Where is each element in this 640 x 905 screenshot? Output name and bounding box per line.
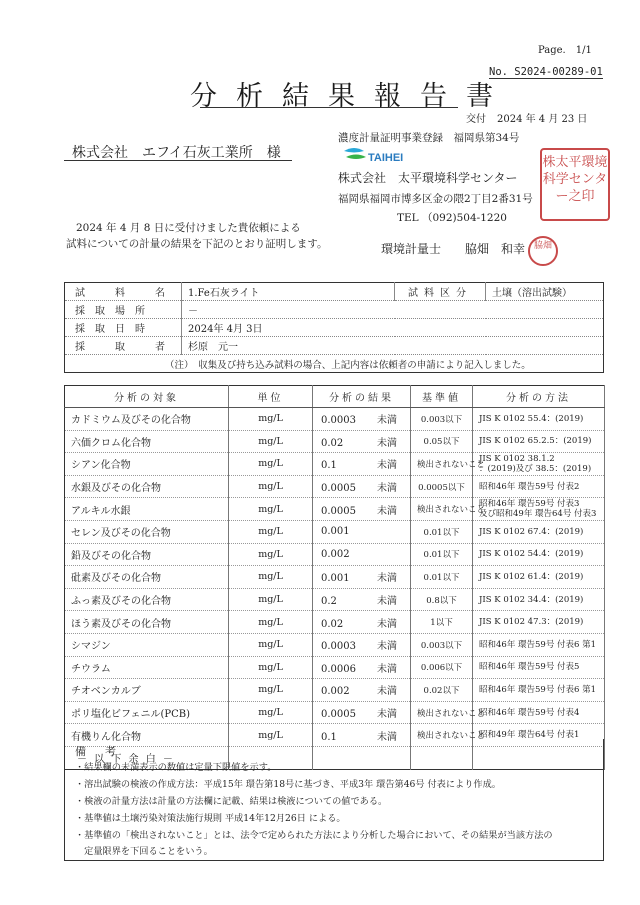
result-method	[473, 656, 605, 679]
result-value-cell	[313, 475, 411, 498]
result-row	[65, 656, 605, 679]
result-value-cell	[313, 408, 411, 431]
result-target: セレン及びその化合物	[65, 520, 229, 543]
result-method-line1: 昭和46年 環告59号 付表2	[479, 481, 580, 492]
result-value: 0.0006	[321, 663, 356, 675]
result-row	[65, 408, 605, 431]
result-row	[65, 453, 605, 476]
result-value: 0.2	[321, 596, 337, 608]
result-standard: 検出されないこと	[411, 498, 473, 521]
measurer-name: 環境計量士 脇畑 和幸	[381, 242, 526, 256]
company-stamp: 株太平環境科学センター之印	[540, 148, 610, 221]
result-method-line1: 昭和46年 環告59号 付表3	[479, 499, 580, 510]
result-method	[473, 588, 605, 611]
end-marker: － 以 下 余 白 －	[65, 746, 229, 769]
header-standard: 基準値	[411, 386, 473, 408]
remark-line: ・基準値の「検出されないこと」とは、法令で定められた方法により分析した場合において、その結果が当該方法の	[75, 830, 553, 841]
result-row	[65, 588, 605, 611]
result-standard: 0.02以下	[411, 679, 473, 702]
result-target: チオベンカルブ	[65, 679, 229, 702]
result-method	[473, 520, 605, 543]
intro-line-1: 2024 年 4 月 8 日に受付けました貴依頼による	[76, 222, 301, 234]
result-method-line1: 昭和46年 環告59号 付表4	[479, 707, 580, 718]
result-method-line1: 昭和46年 環告59号 付表5	[479, 662, 580, 673]
result-target: 鉛及びその化合物	[65, 543, 229, 566]
result-target: アルキル水銀	[65, 498, 229, 521]
result-value: 0.1	[321, 731, 337, 743]
result-unit: mg/L	[229, 498, 313, 521]
result-method-line2: ：(2019)及び 38.5：(2019)	[479, 463, 592, 474]
result-value-cell	[313, 633, 411, 656]
result-value: 0.0005	[321, 505, 356, 517]
issuer-tel: TEL （092)504-1220	[397, 212, 507, 224]
result-unit: mg/L	[229, 679, 313, 702]
result-value: 0.0003	[321, 415, 356, 427]
result-method-line1: 昭和46年 環告59号 付表6 第1	[479, 639, 597, 650]
result-unit: mg/L	[229, 611, 313, 634]
header-result: 分析の結果	[313, 386, 411, 408]
report-number: No. S2024-00289-01	[489, 66, 603, 78]
result-value-cell	[313, 656, 411, 679]
result-flag: 未満	[377, 641, 397, 653]
result-row	[65, 430, 605, 453]
result-value: 0.002	[321, 686, 350, 698]
result-flag: 未満	[377, 731, 397, 743]
result-target: 水銀及びその化合物	[65, 475, 229, 498]
result-target: カドミウム及びその化合物	[65, 408, 229, 431]
result-unit: mg/L	[229, 453, 313, 476]
sample-place-label: 採取場所	[65, 301, 182, 319]
result-unit: mg/L	[229, 724, 313, 747]
result-row	[65, 679, 605, 702]
result-standard: 検出されないこと	[411, 453, 473, 476]
result-method-line1: JIS K 0102 65.2.5：(2019)	[479, 436, 592, 447]
sample-date-label: 採取日時	[65, 319, 182, 337]
result-value: 0.02	[321, 618, 344, 630]
result-flag: 未満	[377, 573, 397, 585]
sample-collector-label: 採 取 者	[65, 337, 182, 355]
result-flag: 未満	[377, 460, 397, 472]
recipient-name: 株式会社 エフイ石灰工業所 様	[72, 145, 281, 161]
result-value-cell	[313, 611, 411, 634]
result-value: 0.0005	[321, 709, 356, 721]
result-method-line1: 昭和46年 環告59号 付表6 第1	[479, 684, 597, 695]
sample-date-value: 2024年 4月 3日	[182, 319, 604, 337]
page-title: 分析結果報告書	[190, 81, 512, 112]
remark-line: ・結果欄の未満表示の数値は定量下限値を示す。	[75, 762, 277, 773]
sample-category-label: 試料区分	[395, 283, 486, 301]
result-unit: mg/L	[229, 588, 313, 611]
issue-label: 交付	[466, 114, 486, 125]
remark-line: ・基準値は土壌汚染対策法施行規則 平成14年12月26日 による。	[75, 813, 346, 824]
header-method: 分析の方法	[473, 386, 605, 408]
result-value: 0.02	[321, 437, 344, 449]
result-row	[65, 701, 605, 724]
result-unit: mg/L	[229, 656, 313, 679]
result-flag: 未満	[377, 618, 397, 630]
result-flag: 未満	[377, 686, 397, 698]
result-row	[65, 475, 605, 498]
result-standard: 1以下	[411, 611, 473, 634]
result-value-cell	[313, 679, 411, 702]
result-flag: 未満	[377, 709, 397, 721]
intro-line-2: 試料についての計量の結果を下記のとおり証明します。	[66, 238, 328, 250]
result-flag: 未満	[377, 415, 397, 427]
result-flag: 未満	[377, 596, 397, 608]
result-method-line1: JIS K 0102 61.4：(2019)	[479, 571, 584, 582]
result-target: ふっ素及びその化合物	[65, 588, 229, 611]
result-target: チウラム	[65, 656, 229, 679]
result-method	[473, 408, 605, 431]
result-standard: 0.05以下	[411, 430, 473, 453]
result-method	[473, 475, 605, 498]
result-row	[65, 543, 605, 566]
issuer-company: 株式会社 太平環境科学センター	[338, 171, 518, 185]
remarks-box	[64, 739, 604, 861]
result-standard: 0.8以下	[411, 588, 473, 611]
result-standard: 0.01以下	[411, 566, 473, 589]
result-value: 0.001	[321, 526, 350, 538]
result-target: シアン化合物	[65, 453, 229, 476]
result-value-cell	[313, 453, 411, 476]
result-flag: 未満	[377, 663, 397, 675]
result-standard: 0.003以下	[411, 408, 473, 431]
result-value-cell	[313, 498, 411, 521]
result-unit: mg/L	[229, 520, 313, 543]
result-flag: 未満	[377, 505, 397, 517]
issue-date: 2024 年 4 月 23 日	[497, 114, 588, 125]
result-method-line1: JIS K 0102 55.4：(2019)	[479, 413, 584, 424]
result-target: 砒素及びその化合物	[65, 566, 229, 589]
sample-info-table	[64, 282, 604, 373]
result-row	[65, 611, 605, 634]
result-row	[65, 498, 605, 521]
result-row	[65, 520, 605, 543]
result-target: ポリ塩化ビフェニル(PCB)	[65, 701, 229, 724]
sample-category-value: 土壌（溶出試験）	[486, 283, 604, 301]
result-value: 0.002	[321, 548, 350, 560]
result-target: ほう素及びその化合物	[65, 611, 229, 634]
result-value-cell	[313, 430, 411, 453]
result-value-cell	[313, 566, 411, 589]
result-target: 六価クロム化合物	[65, 430, 229, 453]
sample-collector-value: 杉原 元一	[182, 337, 604, 355]
result-standard: 検出されないこと	[411, 724, 473, 747]
result-method	[473, 498, 605, 521]
result-method-line1: JIS K 0102 47.3：(2019)	[479, 617, 584, 628]
result-method	[473, 679, 605, 702]
result-value-cell	[313, 543, 411, 566]
result-target: 有機りん化合物	[65, 724, 229, 747]
issuer-address: 福岡県福岡市博多区金の隈2丁目2番31号	[338, 193, 533, 205]
result-unit: mg/L	[229, 701, 313, 724]
results-table	[64, 385, 605, 770]
result-value: 0.0003	[321, 641, 356, 653]
result-standard: 0.01以下	[411, 543, 473, 566]
result-method-line2: 及び昭和49年 環告64号 付表3	[479, 509, 597, 520]
result-unit: mg/L	[229, 430, 313, 453]
header-target: 分析の対象	[65, 386, 229, 408]
result-value-cell	[313, 701, 411, 724]
result-method-line1: JIS K 0102 67.4：(2019)	[479, 526, 584, 537]
result-flag: 未満	[377, 483, 397, 495]
registration-text: 濃度計量証明事業登録 福岡県第34号	[338, 132, 520, 144]
sample-note: （注） 収集及び持ち込み試料の場合、上記内容は依頼者の申請により記入しました。	[165, 359, 531, 371]
result-target: シマジン	[65, 633, 229, 656]
result-method	[473, 633, 605, 656]
result-method	[473, 611, 605, 634]
sample-name-value: 1.Fe石灰ライト	[182, 283, 395, 301]
remarks-title: 備 考	[75, 745, 120, 758]
result-unit: mg/L	[229, 475, 313, 498]
result-unit: mg/L	[229, 408, 313, 431]
result-standard: 検出されないこと	[411, 701, 473, 724]
result-standard: 0.01以下	[411, 520, 473, 543]
result-method	[473, 701, 605, 724]
result-unit: mg/L	[229, 566, 313, 589]
result-standard: 0.003以下	[411, 633, 473, 656]
result-unit: mg/L	[229, 543, 313, 566]
page-number: Page. 1/1	[538, 45, 592, 56]
result-row	[65, 566, 605, 589]
result-method	[473, 430, 605, 453]
taihei-logo	[342, 145, 414, 167]
result-row	[65, 633, 605, 656]
result-flag: 未満	[377, 437, 397, 449]
sample-place-value: －	[182, 301, 604, 319]
result-value-cell	[313, 588, 411, 611]
remark-line: ・検液の計量方法は計量の方法欄に記載、結果は検液についての値である。	[75, 796, 388, 807]
remark-line: 定量限界を下回ることをいう。	[75, 846, 213, 857]
result-value: 0.001	[321, 573, 350, 585]
result-method-line1: 昭和49年 環告64号 付表1	[479, 730, 580, 741]
result-value-cell	[313, 520, 411, 543]
result-value: 0.0005	[321, 483, 356, 495]
remark-line: ・溶出試験の検液の作成方法：平成15年 環告第18号に基づき、平成3年 環告第46号 付表により作成。	[75, 779, 501, 790]
result-standard: 0.0005以下	[411, 475, 473, 498]
result-unit: mg/L	[229, 633, 313, 656]
result-value: 0.1	[321, 460, 337, 472]
result-method-line1: JIS K 0102 54.4：(2019)	[479, 549, 584, 560]
result-standard: 0.006以下	[411, 656, 473, 679]
personal-seal: 脇畑	[528, 236, 558, 266]
result-method-line1: JIS K 0102 34.4：(2019)	[479, 594, 584, 605]
result-method	[473, 566, 605, 589]
logo-text: TAIHEI	[368, 152, 404, 164]
result-method	[473, 453, 605, 476]
header-unit: 単位	[229, 386, 313, 408]
result-method	[473, 543, 605, 566]
result-method-line1: JIS K 0102 38.1.2	[479, 453, 555, 464]
sample-name-label: 試 料 名	[65, 283, 182, 301]
